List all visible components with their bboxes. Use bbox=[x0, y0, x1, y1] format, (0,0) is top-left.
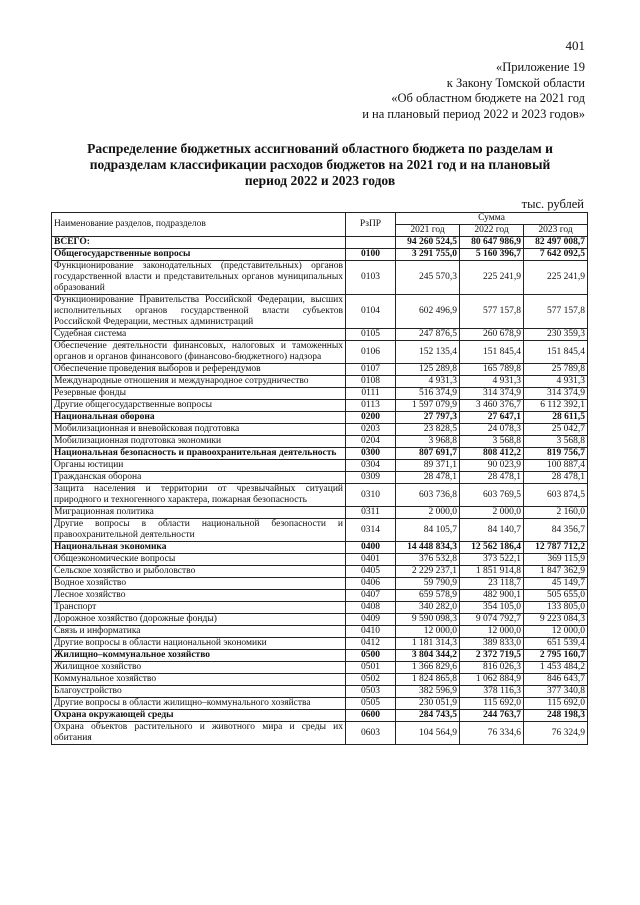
row-value-2023: 115 692,0 bbox=[524, 698, 588, 710]
row-code: 0310 bbox=[346, 484, 396, 507]
row-name: Обеспечение проведения выборов и референдумов bbox=[52, 364, 346, 376]
row-code: 0409 bbox=[346, 614, 396, 626]
row-code: 0603 bbox=[346, 722, 396, 745]
table-row bbox=[52, 722, 588, 745]
row-value-2023: 82 497 008,7 bbox=[524, 237, 588, 249]
row-code: 0100 bbox=[346, 249, 396, 261]
row-value-2022: 9 074 792,7 bbox=[460, 614, 524, 626]
row-value-2022: 2 372 719,5 bbox=[460, 650, 524, 662]
row-value-2021: 340 282,0 bbox=[396, 602, 460, 614]
row-value-2023: 846 643,7 bbox=[524, 674, 588, 686]
row-name: Национальная оборона bbox=[52, 412, 346, 424]
row-value-2022: 80 647 986,9 bbox=[460, 237, 524, 249]
row-value-2023: 2 160,0 bbox=[524, 507, 588, 519]
row-value-2021: 807 691,7 bbox=[396, 448, 460, 460]
row-value-2022: 90 023,9 bbox=[460, 460, 524, 472]
row-name: Другие общегосударственные вопросы bbox=[52, 400, 346, 412]
row-name: Жилищное хозяйство bbox=[52, 662, 346, 674]
row-value-2021: 28 478,1 bbox=[396, 472, 460, 484]
row-value-2022: 3 460 376,7 bbox=[460, 400, 524, 412]
row-value-2021: 104 564,9 bbox=[396, 722, 460, 745]
row-value-2021: 230 051,9 bbox=[396, 698, 460, 710]
row-value-2022: 1 062 884,9 bbox=[460, 674, 524, 686]
row-value-2022: 23 118,7 bbox=[460, 578, 524, 590]
row-value-2022: 373 522,1 bbox=[460, 554, 524, 566]
row-value-2021: 14 448 834,3 bbox=[396, 542, 460, 554]
table-row bbox=[52, 590, 588, 602]
row-name: Сельское хозяйство и рыболовство bbox=[52, 566, 346, 578]
table-row bbox=[52, 412, 588, 424]
row-value-2023: 603 874,5 bbox=[524, 484, 588, 507]
table-row bbox=[52, 424, 588, 436]
row-value-2021: 603 736,8 bbox=[396, 484, 460, 507]
row-code bbox=[346, 237, 396, 249]
row-code: 0304 bbox=[346, 460, 396, 472]
row-value-2023: 7 642 092,5 bbox=[524, 249, 588, 261]
row-value-2021: 284 743,5 bbox=[396, 710, 460, 722]
table-row bbox=[52, 364, 588, 376]
row-value-2023: 369 115,9 bbox=[524, 554, 588, 566]
row-value-2021: 23 828,5 bbox=[396, 424, 460, 436]
table-row bbox=[52, 626, 588, 638]
row-value-2023: 505 655,0 bbox=[524, 590, 588, 602]
row-code: 0108 bbox=[346, 376, 396, 388]
row-value-2023: 84 356,7 bbox=[524, 519, 588, 542]
row-code: 0501 bbox=[346, 662, 396, 674]
row-code: 0408 bbox=[346, 602, 396, 614]
table-row bbox=[52, 602, 588, 614]
row-value-2021: 152 135,4 bbox=[396, 341, 460, 364]
row-code: 0503 bbox=[346, 686, 396, 698]
row-value-2022: 244 763,7 bbox=[460, 710, 524, 722]
row-value-2023: 4 931,3 bbox=[524, 376, 588, 388]
row-value-2023: 133 805,0 bbox=[524, 602, 588, 614]
row-value-2022: 577 157,8 bbox=[460, 295, 524, 329]
row-name: Другие вопросы в области национальной безопасности и правоохранительной деятельности bbox=[52, 519, 346, 542]
row-code: 0410 bbox=[346, 626, 396, 638]
row-value-2023: 248 198,3 bbox=[524, 710, 588, 722]
row-name: Дорожное хозяйство (дорожные фонды) bbox=[52, 614, 346, 626]
row-name: Функционирование законодательных (представительных) органов государственной власти и представительных органов муниципальных образований bbox=[52, 261, 346, 295]
row-code: 0200 bbox=[346, 412, 396, 424]
header-name: Наименование разделов, подразделов bbox=[52, 213, 346, 237]
row-value-2023: 12 000,0 bbox=[524, 626, 588, 638]
header-year-2021: 2021 год bbox=[396, 225, 460, 237]
row-value-2023: 651 539,4 bbox=[524, 638, 588, 650]
row-value-2021: 12 000,0 bbox=[396, 626, 460, 638]
row-value-2021: 659 578,9 bbox=[396, 590, 460, 602]
table-row bbox=[52, 295, 588, 329]
row-value-2021: 3 291 755,0 bbox=[396, 249, 460, 261]
row-value-2022: 12 562 186,4 bbox=[460, 542, 524, 554]
row-name: Благоустройство bbox=[52, 686, 346, 698]
row-code: 0113 bbox=[346, 400, 396, 412]
table-row bbox=[52, 674, 588, 686]
budget-table bbox=[51, 212, 588, 745]
row-name: Функционирование Правительства Российской Федерации, высших исполнительных органов государственной власти субъектов Российской Федерации, местных администраций bbox=[52, 295, 346, 329]
row-value-2021: 9 590 098,3 bbox=[396, 614, 460, 626]
appendix-line-2: к Закону Томской области bbox=[446, 75, 585, 90]
row-value-2023: 577 157,8 bbox=[524, 295, 588, 329]
table-row bbox=[52, 237, 588, 249]
header-year-2023: 2023 год bbox=[524, 225, 588, 237]
row-code: 0600 bbox=[346, 710, 396, 722]
row-value-2023: 225 241,9 bbox=[524, 261, 588, 295]
row-value-2021: 1 597 079,9 bbox=[396, 400, 460, 412]
table-row bbox=[52, 710, 588, 722]
table-row bbox=[52, 686, 588, 698]
row-name: Органы юстиции bbox=[52, 460, 346, 472]
row-value-2022: 84 140,7 bbox=[460, 519, 524, 542]
table-row bbox=[52, 376, 588, 388]
table-row bbox=[52, 249, 588, 261]
row-value-2022: 76 334,6 bbox=[460, 722, 524, 745]
row-value-2021: 516 374,9 bbox=[396, 388, 460, 400]
row-name: Водное хозяйство bbox=[52, 578, 346, 590]
table-row bbox=[52, 341, 588, 364]
row-value-2021: 84 105,7 bbox=[396, 519, 460, 542]
appendix-line-4: и на плановый период 2022 и 2023 годов» bbox=[362, 106, 585, 121]
table-row bbox=[52, 638, 588, 650]
row-value-2023: 28 611,5 bbox=[524, 412, 588, 424]
table-row bbox=[52, 472, 588, 484]
row-value-2021: 245 570,3 bbox=[396, 261, 460, 295]
appendix-line-1: «Приложение 19 bbox=[496, 60, 585, 74]
table-row bbox=[52, 566, 588, 578]
table-row bbox=[52, 650, 588, 662]
row-value-2022: 816 026,3 bbox=[460, 662, 524, 674]
row-value-2023: 6 112 392,1 bbox=[524, 400, 588, 412]
row-value-2021: 125 289,8 bbox=[396, 364, 460, 376]
row-value-2021: 382 596,9 bbox=[396, 686, 460, 698]
row-value-2021: 602 496,9 bbox=[396, 295, 460, 329]
row-name: Охрана окружающей среды bbox=[52, 710, 346, 722]
row-value-2021: 1 824 865,8 bbox=[396, 674, 460, 686]
row-name: Миграционная политика bbox=[52, 507, 346, 519]
units-label: тыс. рублей bbox=[521, 197, 584, 211]
row-value-2022: 354 105,0 bbox=[460, 602, 524, 614]
row-value-2022: 1 851 914,8 bbox=[460, 566, 524, 578]
row-code: 0502 bbox=[346, 674, 396, 686]
row-name: Обеспечение деятельности финансовых, налоговых и таможенных органов и органов финансового (финансово-бюджетного) надзора bbox=[52, 341, 346, 364]
row-name: Связь и информатика bbox=[52, 626, 346, 638]
row-value-2022: 28 478,1 bbox=[460, 472, 524, 484]
row-code: 0309 bbox=[346, 472, 396, 484]
row-value-2023: 28 478,1 bbox=[524, 472, 588, 484]
table-row bbox=[52, 578, 588, 590]
row-value-2022: 3 568,8 bbox=[460, 436, 524, 448]
row-code: 0405 bbox=[346, 566, 396, 578]
row-code: 0407 bbox=[346, 590, 396, 602]
row-value-2022: 378 116,3 bbox=[460, 686, 524, 698]
document-title: Распределение бюджетных ассигнований областного бюджета по разделам и подразделам классификации расходов бюджетов на 2021 год и на плановый период 2022 и 2023 годов bbox=[87, 141, 553, 188]
row-value-2021: 94 260 524,5 bbox=[396, 237, 460, 249]
row-code: 0203 bbox=[346, 424, 396, 436]
row-value-2023: 1 453 484,2 bbox=[524, 662, 588, 674]
table-row bbox=[52, 542, 588, 554]
row-value-2022: 165 789,8 bbox=[460, 364, 524, 376]
row-value-2022: 482 900,1 bbox=[460, 590, 524, 602]
row-name: Судебная система bbox=[52, 329, 346, 341]
row-name: Транспорт bbox=[52, 602, 346, 614]
row-value-2022: 4 931,3 bbox=[460, 376, 524, 388]
row-value-2021: 4 931,3 bbox=[396, 376, 460, 388]
row-code: 0111 bbox=[346, 388, 396, 400]
row-value-2021: 2 000,0 bbox=[396, 507, 460, 519]
row-value-2023: 377 340,8 bbox=[524, 686, 588, 698]
row-value-2021: 59 790,9 bbox=[396, 578, 460, 590]
header-sum: Сумма bbox=[396, 213, 588, 225]
row-value-2022: 24 078,3 bbox=[460, 424, 524, 436]
row-value-2021: 1 366 829,6 bbox=[396, 662, 460, 674]
table-row bbox=[52, 436, 588, 448]
row-value-2022: 151 845,4 bbox=[460, 341, 524, 364]
row-value-2021: 376 532,8 bbox=[396, 554, 460, 566]
appendix-line-3: «Об областном бюджете на 2021 год bbox=[391, 91, 585, 105]
row-code: 0406 bbox=[346, 578, 396, 590]
table-row bbox=[52, 519, 588, 542]
table-row bbox=[52, 400, 588, 412]
row-code: 0500 bbox=[346, 650, 396, 662]
row-value-2021: 247 876,5 bbox=[396, 329, 460, 341]
row-value-2021: 3 804 344,2 bbox=[396, 650, 460, 662]
row-value-2023: 314 374,9 bbox=[524, 388, 588, 400]
row-value-2023: 819 756,7 bbox=[524, 448, 588, 460]
appendix-header bbox=[362, 60, 585, 122]
row-code: 0412 bbox=[346, 638, 396, 650]
row-value-2023: 25 789,8 bbox=[524, 364, 588, 376]
row-code: 0107 bbox=[346, 364, 396, 376]
row-name: Мобилизационная и вневойсковая подготовка bbox=[52, 424, 346, 436]
header-year-2022: 2022 год bbox=[460, 225, 524, 237]
row-code: 0505 bbox=[346, 698, 396, 710]
row-value-2022: 808 412,2 bbox=[460, 448, 524, 460]
row-value-2022: 603 769,5 bbox=[460, 484, 524, 507]
row-name: Другие вопросы в области жилищно–коммунального хозяйства bbox=[52, 698, 346, 710]
table-row bbox=[52, 460, 588, 472]
table-row bbox=[52, 507, 588, 519]
header-code: РзПР bbox=[346, 213, 396, 237]
row-name: Международные отношения и международное сотрудничество bbox=[52, 376, 346, 388]
table-row bbox=[52, 698, 588, 710]
page-number: 401 bbox=[565, 38, 585, 53]
row-code: 0401 bbox=[346, 554, 396, 566]
row-value-2023: 12 787 712,2 bbox=[524, 542, 588, 554]
row-name: Жилищно–коммунальное хозяйство bbox=[52, 650, 346, 662]
row-code: 0314 bbox=[346, 519, 396, 542]
row-value-2022: 27 647,1 bbox=[460, 412, 524, 424]
row-name: Другие вопросы в области национальной экономики bbox=[52, 638, 346, 650]
row-name: ВСЕГО: bbox=[52, 237, 346, 249]
row-value-2022: 314 374,9 bbox=[460, 388, 524, 400]
row-name: Общеэкономические вопросы bbox=[52, 554, 346, 566]
row-value-2022: 260 678,9 bbox=[460, 329, 524, 341]
row-value-2023: 76 324,9 bbox=[524, 722, 588, 745]
table-row bbox=[52, 614, 588, 626]
row-value-2022: 115 692,0 bbox=[460, 698, 524, 710]
row-name: Защита населения и территории от чрезвычайных ситуаций природного и техногенного характера, пожарная безопасность bbox=[52, 484, 346, 507]
row-value-2022: 5 160 396,7 bbox=[460, 249, 524, 261]
row-code: 0105 bbox=[346, 329, 396, 341]
table-body bbox=[52, 237, 588, 745]
row-value-2023: 25 042,7 bbox=[524, 424, 588, 436]
row-value-2023: 230 359,3 bbox=[524, 329, 588, 341]
row-value-2023: 2 795 160,7 bbox=[524, 650, 588, 662]
row-value-2023: 3 568,8 bbox=[524, 436, 588, 448]
row-value-2023: 9 223 084,3 bbox=[524, 614, 588, 626]
table-row bbox=[52, 448, 588, 460]
row-value-2021: 27 797,3 bbox=[396, 412, 460, 424]
row-value-2023: 45 149,7 bbox=[524, 578, 588, 590]
row-code: 0300 bbox=[346, 448, 396, 460]
row-value-2022: 225 241,9 bbox=[460, 261, 524, 295]
row-value-2021: 1 181 314,3 bbox=[396, 638, 460, 650]
table-row bbox=[52, 484, 588, 507]
table-row bbox=[52, 388, 588, 400]
row-name: Лесное хозяйство bbox=[52, 590, 346, 602]
row-value-2023: 151 845,4 bbox=[524, 341, 588, 364]
table-row bbox=[52, 662, 588, 674]
row-code: 0104 bbox=[346, 295, 396, 329]
row-code: 0106 bbox=[346, 341, 396, 364]
row-name: Общегосударственные вопросы bbox=[52, 249, 346, 261]
row-name: Резервные фонды bbox=[52, 388, 346, 400]
row-code: 0400 bbox=[346, 542, 396, 554]
row-value-2021: 3 968,8 bbox=[396, 436, 460, 448]
row-name: Национальная экономика bbox=[52, 542, 346, 554]
table-row bbox=[52, 329, 588, 341]
row-name: Гражданская оборона bbox=[52, 472, 346, 484]
row-name: Мобилизационная подготовка экономики bbox=[52, 436, 346, 448]
row-name: Коммунальное хозяйство bbox=[52, 674, 346, 686]
row-code: 0103 bbox=[346, 261, 396, 295]
row-name: Национальная безопасность и правоохранительная деятельность bbox=[52, 448, 346, 460]
table-row bbox=[52, 554, 588, 566]
row-value-2022: 2 000,0 bbox=[460, 507, 524, 519]
row-value-2023: 100 887,4 bbox=[524, 460, 588, 472]
table-row bbox=[52, 261, 588, 295]
row-code: 0204 bbox=[346, 436, 396, 448]
row-value-2021: 89 371,1 bbox=[396, 460, 460, 472]
row-value-2021: 2 229 237,1 bbox=[396, 566, 460, 578]
row-value-2023: 1 847 362,9 bbox=[524, 566, 588, 578]
row-code: 0311 bbox=[346, 507, 396, 519]
row-name: Охрана объектов растительного и животного мира и среды их обитания bbox=[52, 722, 346, 745]
row-value-2022: 389 833,0 bbox=[460, 638, 524, 650]
row-value-2022: 12 000,0 bbox=[460, 626, 524, 638]
